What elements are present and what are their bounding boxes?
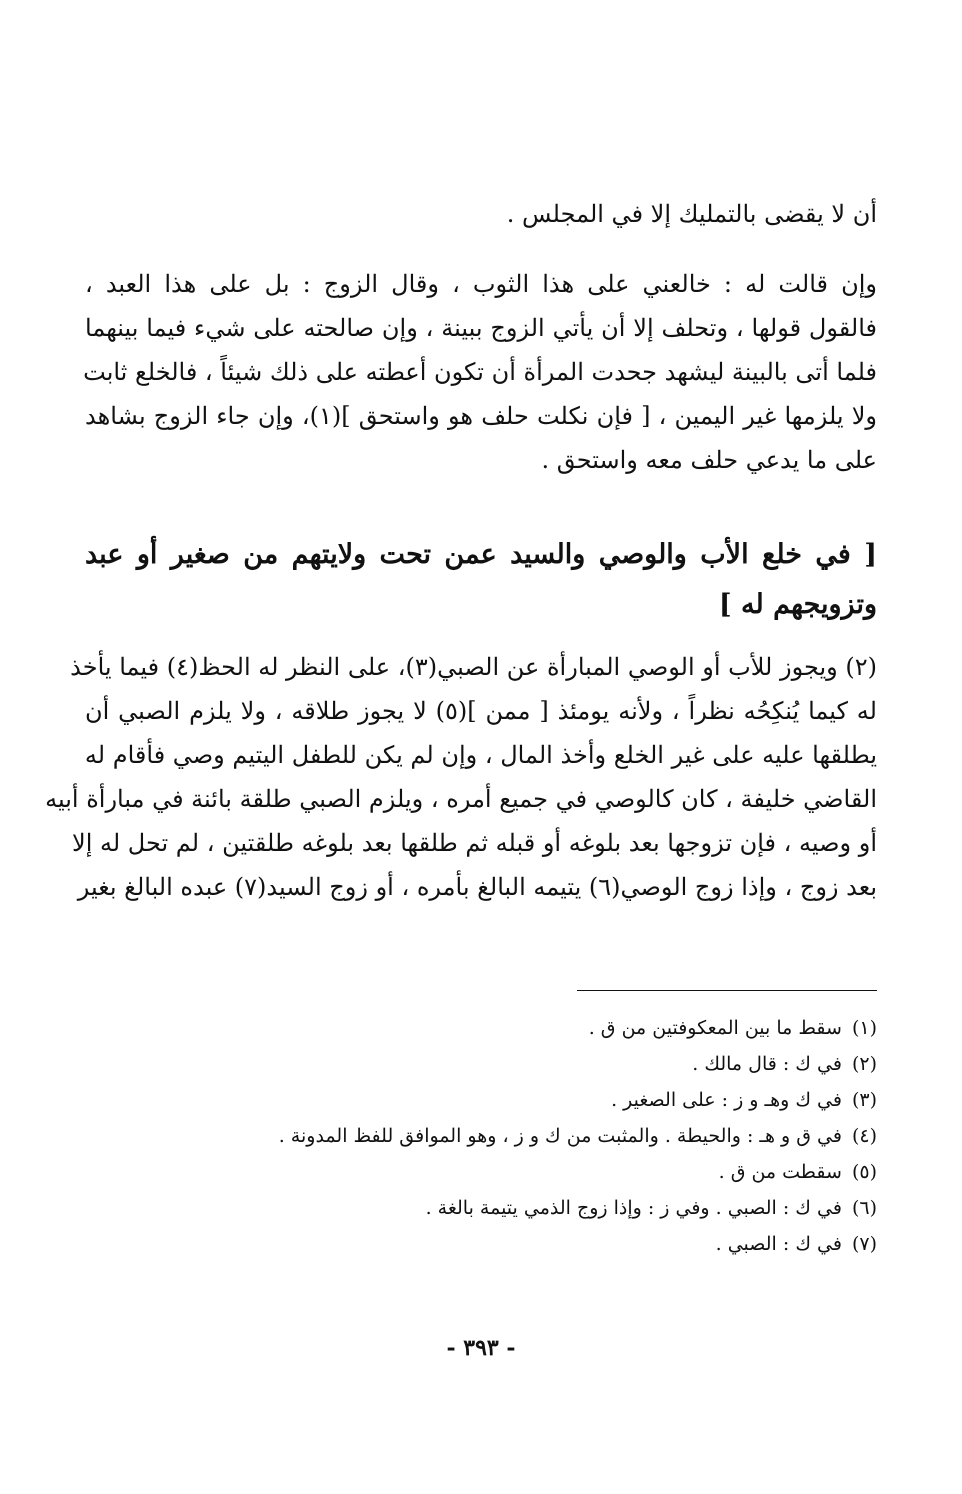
footnote-text: في ك وهـ و ز : على الصغير . [611, 1089, 842, 1111]
paragraph-3 [45, 645, 877, 909]
footnote [85, 1154, 877, 1190]
footnotes [85, 1010, 877, 1262]
heading-line: وتزويجهم له ] [718, 589, 877, 620]
section-heading [85, 530, 877, 630]
footnote-divider [577, 990, 877, 991]
text-line: له كيما يُنكِحُه نظراً ، ولأنه يومئذ [ ممن ](٥) لا يجوز طلاقه ، ولا يلزم الصبي أن [85, 697, 877, 725]
footnote-text: سقطت من ق . [718, 1161, 842, 1183]
text-line: فالقول قولها ، وتحلف إلا أن يأتي الزوج ببينة ، وإن صالحته على شيء فيما بينهما [85, 314, 877, 342]
footnote [85, 1226, 877, 1262]
heading-line: [ في خلع الأب والوصي والسيد عمن تحت ولايتهم من صغير أو عبد [85, 539, 877, 570]
footnote-number: (٦) [851, 1197, 877, 1219]
page-number: - ٣٩٣ - [446, 1335, 516, 1361]
footnote-number: (٣) [851, 1089, 877, 1111]
footnote [85, 1082, 877, 1118]
footnote-number: (٢) [851, 1053, 877, 1075]
text-line: على ما يدعي حلف معه واستحق . [541, 446, 877, 474]
text-line: ولا يلزمها غير اليمين ، [ فإن نكلت حلف هو واستحق ](١)، وإن جاء الزوج بشاهد [85, 402, 877, 430]
text-line: أو وصيه ، فإن تزوجها بعد بلوغه أو قبله ثم طلقها بعد بلوغه طلقتين ، لم تحل له إلا [72, 829, 877, 857]
paragraph-1 [85, 192, 877, 236]
text-line: (٢) ويجوز للأب أو الوصي المبارأة عن الصبي(٣)، على النظر له الحظ(٤) فيما يأخذ [70, 653, 877, 681]
footnote [85, 1010, 877, 1046]
footnote-text: في ك : الصبي . [715, 1233, 842, 1255]
text-line: يطلقها عليه على غير الخلع وأخذ المال ، وإن لم يكن للطفل اليتيم وصي فأقام له [84, 741, 877, 769]
text-line: بعد زوج ، وإذا زوج الوصي(٦) يتيمه البالغ بأمره ، أو زوج السيد(٧) عبده البالغ بغير [77, 873, 877, 901]
footnote-text: سقط ما بين المعكوفتين من ق . [588, 1017, 842, 1039]
text-line: فلما أتى بالبينة ليشهد جحدت المرأة أن تكون أعطته على ذلك شيئاً ، فالخلع ثابت [83, 358, 877, 386]
footnote-number: (١) [851, 1017, 877, 1039]
text-line: وإن قالت له : خالعني على هذا الثوب ، وقال الزوج : بل على هذا العبد ، [85, 270, 877, 298]
footnote-number: (٤) [851, 1125, 877, 1147]
paragraph-2 [85, 262, 877, 482]
footnote-number: (٧) [851, 1233, 877, 1255]
footnote-text: في ك : قال مالك . [692, 1053, 842, 1075]
text-line: القاضي خليفة ، كان كالوصي في جميع أمره ، ويلزم الصبي طلقة بائنة في مبارأة أبيه [45, 785, 877, 813]
footnote-number: (٥) [851, 1161, 877, 1183]
footnote-text: في ك : الصبي . وفي ز : وإذا زوج الذمي يتيمة بالغة . [425, 1197, 842, 1219]
footnote-text: في ق و هـ : والحيطة . والمثبت من ك و ز ، وهو الموافق للفظ المدونة . [278, 1125, 842, 1147]
footnote [85, 1190, 877, 1226]
footnote [85, 1046, 877, 1082]
text-line: أن لا يقضى بالتمليك إلا في المجلس . [506, 200, 877, 228]
footnote [85, 1118, 877, 1154]
